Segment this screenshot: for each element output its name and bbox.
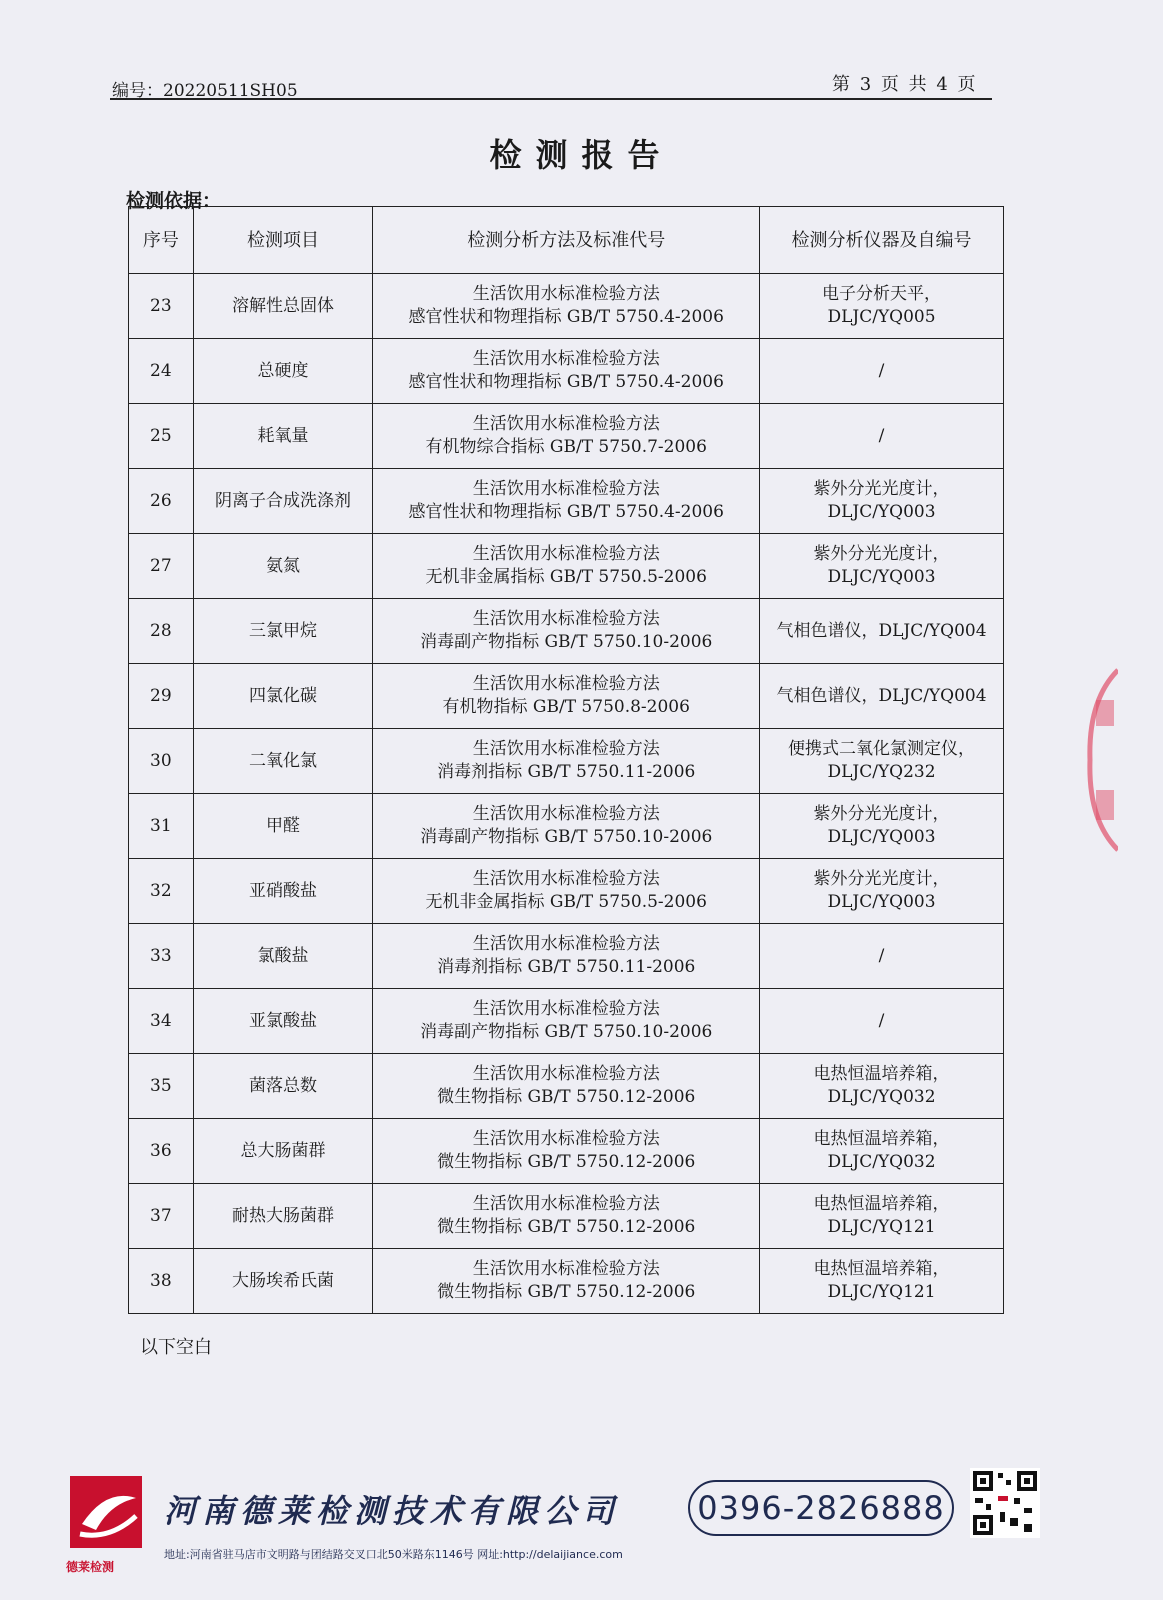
row-no: 33 — [129, 924, 194, 989]
row-no: 30 — [129, 729, 194, 794]
table-row — [129, 339, 1004, 404]
instrument-line: 电热恒温培养箱， — [813, 1064, 950, 1084]
page-title: 检测报告 — [489, 136, 674, 174]
instrument-line: / — [878, 945, 885, 966]
row-instrument — [760, 1119, 1004, 1184]
row-instrument — [760, 1249, 1004, 1314]
table-row — [129, 534, 1004, 599]
method-line: 生活饮用水标准检验方法 — [472, 1259, 660, 1279]
table-row — [129, 1054, 1004, 1119]
report-number: 编号：20220511SH05 — [112, 81, 298, 101]
instrument-line: DLJC/YQ005 — [827, 307, 936, 327]
method-line: 感官性状和物理指标 GB/T 5750.4-2006 — [408, 372, 724, 392]
method-line: 微生物指标 GB/T 5750.12-2006 — [437, 1217, 696, 1237]
method-line: 生活饮用水标准检验方法 — [472, 934, 660, 954]
row-method — [373, 794, 760, 859]
row-method — [373, 469, 760, 534]
table-row — [129, 989, 1004, 1054]
row-no: 32 — [129, 859, 194, 924]
logo-caption: 德莱检测 — [66, 1560, 115, 1574]
table-row — [129, 1249, 1004, 1314]
instrument-line: DLJC/YQ121 — [827, 1282, 936, 1302]
page-indicator: 第 3 页 共 4 页 — [832, 74, 978, 95]
instrument-line: 电热恒温培养箱， — [813, 1194, 950, 1214]
row-no: 36 — [129, 1119, 194, 1184]
table-header-row — [129, 207, 1004, 274]
table-row — [129, 404, 1004, 469]
qr-code-icon — [970, 1468, 1040, 1538]
company-address: 地址:河南省驻马店市文明路与团结路交叉口北50米路东1146号 网址:http://delaijiance.com — [164, 1548, 623, 1561]
row-no: 35 — [129, 1054, 194, 1119]
row-instrument — [760, 599, 1004, 664]
row-instrument — [760, 404, 1004, 469]
instrument-line: / — [878, 360, 885, 381]
instrument-line: 气相色谱仪，DLJC/YQ004 — [776, 620, 987, 641]
method-line: 生活饮用水标准检验方法 — [472, 869, 660, 889]
method-line: 微生物指标 GB/T 5750.12-2006 — [437, 1087, 696, 1107]
row-instrument — [760, 664, 1004, 729]
row-item: 二氧化氯 — [193, 729, 373, 794]
row-item: 大肠埃希氏菌 — [193, 1249, 373, 1314]
instrument-line: DLJC/YQ003 — [827, 567, 936, 587]
row-item: 亚硝酸盐 — [193, 859, 373, 924]
method-line: 消毒副产物指标 GB/T 5750.10-2006 — [420, 632, 713, 652]
method-line: 消毒副产物指标 GB/T 5750.10-2006 — [420, 827, 713, 847]
method-line: 生活饮用水标准检验方法 — [472, 674, 660, 694]
table-row — [129, 924, 1004, 989]
row-no: 26 — [129, 469, 194, 534]
instrument-line: 电热恒温培养箱， — [813, 1129, 950, 1149]
row-instrument — [760, 1054, 1004, 1119]
row-instrument — [760, 859, 1004, 924]
instrument-line: / — [878, 1010, 885, 1031]
row-item: 耗氧量 — [193, 404, 373, 469]
row-method — [373, 924, 760, 989]
row-method — [373, 1184, 760, 1249]
method-line: 生活饮用水标准检验方法 — [472, 739, 660, 759]
method-line: 生活饮用水标准检验方法 — [472, 609, 660, 629]
row-method — [373, 1249, 760, 1314]
instrument-line: 紫外分光光度计， — [813, 804, 950, 824]
row-instrument — [760, 1184, 1004, 1249]
row-instrument — [760, 274, 1004, 339]
method-line: 生活饮用水标准检验方法 — [472, 349, 660, 369]
instrument-line: 电子分析天平， — [822, 284, 941, 304]
method-line: 消毒剂指标 GB/T 5750.11-2006 — [437, 762, 696, 782]
row-method — [373, 1054, 760, 1119]
method-line: 生活饮用水标准检验方法 — [472, 284, 660, 304]
instrument-line: DLJC/YQ032 — [827, 1087, 936, 1107]
row-no: 34 — [129, 989, 194, 1054]
table-row — [129, 729, 1004, 794]
instrument-line: DLJC/YQ003 — [827, 892, 936, 912]
method-line: 有机物综合指标 GB/T 5750.7-2006 — [425, 437, 707, 457]
instrument-line: DLJC/YQ003 — [827, 502, 936, 522]
basis-label: 检测依据： — [126, 190, 222, 212]
row-item: 四氯化碳 — [193, 664, 373, 729]
row-item: 总硬度 — [193, 339, 373, 404]
method-line: 生活饮用水标准检验方法 — [472, 414, 660, 434]
instrument-line: 气相色谱仪，DLJC/YQ004 — [776, 685, 987, 706]
method-line: 生活饮用水标准检验方法 — [472, 999, 660, 1019]
company-logo-icon — [66, 1468, 146, 1556]
row-no: 37 — [129, 1184, 194, 1249]
row-instrument — [760, 469, 1004, 534]
row-no: 23 — [129, 274, 194, 339]
instrument-line: DLJC/YQ032 — [827, 1152, 936, 1172]
blank-note: 以下空白 — [140, 1337, 212, 1358]
row-item: 三氯甲烷 — [193, 599, 373, 664]
instrument-line: DLJC/YQ232 — [827, 762, 936, 782]
row-method — [373, 729, 760, 794]
instrument-line: 紫外分光光度计， — [813, 479, 950, 499]
row-instrument — [760, 339, 1004, 404]
instrument-line: 电热恒温培养箱， — [813, 1259, 950, 1279]
method-line: 生活饮用水标准检验方法 — [472, 804, 660, 824]
row-no: 29 — [129, 664, 194, 729]
table-row — [129, 599, 1004, 664]
method-line: 生活饮用水标准检验方法 — [472, 479, 660, 499]
instrument-line: DLJC/YQ003 — [827, 827, 936, 847]
table-row — [129, 274, 1004, 339]
row-no: 24 — [129, 339, 194, 404]
row-no: 25 — [129, 404, 194, 469]
row-instrument — [760, 989, 1004, 1054]
header-no: 序号 — [129, 207, 194, 274]
row-item: 亚氯酸盐 — [193, 989, 373, 1054]
header-method: 检测分析方法及标准代号 — [373, 207, 760, 274]
table-row — [129, 794, 1004, 859]
table-row — [129, 1119, 1004, 1184]
instrument-line: DLJC/YQ121 — [827, 1217, 936, 1237]
company-name: 河南德莱检测技术有限公司 — [164, 1492, 621, 1530]
row-instrument — [760, 924, 1004, 989]
row-item: 阴离子合成洗涤剂 — [193, 469, 373, 534]
row-method — [373, 1119, 760, 1184]
row-method — [373, 859, 760, 924]
basis-table — [128, 206, 1004, 1314]
row-method — [373, 339, 760, 404]
row-item: 菌落总数 — [193, 1054, 373, 1119]
instrument-line: 紫外分光光度计， — [813, 544, 950, 564]
method-line: 消毒剂指标 GB/T 5750.11-2006 — [437, 957, 696, 977]
method-line: 微生物指标 GB/T 5750.12-2006 — [437, 1152, 696, 1172]
row-method — [373, 274, 760, 339]
row-item: 氯酸盐 — [193, 924, 373, 989]
instrument-line: 紫外分光光度计， — [813, 869, 950, 889]
method-line: 有机物指标 GB/T 5750.8-2006 — [442, 697, 690, 717]
method-line: 生活饮用水标准检验方法 — [472, 1129, 660, 1149]
row-no: 27 — [129, 534, 194, 599]
row-method — [373, 404, 760, 469]
method-line: 感官性状和物理指标 GB/T 5750.4-2006 — [408, 502, 724, 522]
row-item: 耐热大肠菌群 — [193, 1184, 373, 1249]
page-footer — [60, 1460, 1110, 1580]
table-row — [129, 469, 1004, 534]
row-method — [373, 599, 760, 664]
table-body — [129, 274, 1004, 1314]
method-line: 消毒副产物指标 GB/T 5750.10-2006 — [420, 1022, 713, 1042]
method-line: 无机非金属指标 GB/T 5750.5-2006 — [425, 892, 707, 912]
row-no: 28 — [129, 599, 194, 664]
row-method — [373, 664, 760, 729]
row-item: 总大肠菌群 — [193, 1119, 373, 1184]
company-phone: 0396-2826888 — [688, 1480, 954, 1536]
instrument-line: / — [878, 425, 885, 446]
row-item: 氨氮 — [193, 534, 373, 599]
table-row — [129, 859, 1004, 924]
header-divider — [110, 98, 992, 100]
row-no: 31 — [129, 794, 194, 859]
method-line: 生活饮用水标准检验方法 — [472, 544, 660, 564]
method-line: 生活饮用水标准检验方法 — [472, 1064, 660, 1084]
table-row — [129, 664, 1004, 729]
method-line: 生活饮用水标准检验方法 — [472, 1194, 660, 1214]
method-line: 无机非金属指标 GB/T 5750.5-2006 — [425, 567, 707, 587]
table-row — [129, 1184, 1004, 1249]
row-method — [373, 989, 760, 1054]
row-method — [373, 534, 760, 599]
row-no: 38 — [129, 1249, 194, 1314]
method-line: 微生物指标 GB/T 5750.12-2006 — [437, 1282, 696, 1302]
row-instrument — [760, 729, 1004, 794]
method-line: 感官性状和物理指标 GB/T 5750.4-2006 — [408, 307, 724, 327]
row-instrument — [760, 794, 1004, 859]
header-instrument: 检测分析仪器及自编号 — [760, 207, 1004, 274]
header-item: 检测项目 — [193, 207, 373, 274]
instrument-line: 便携式二氧化氯测定仪， — [788, 739, 975, 759]
row-item: 甲醛 — [193, 794, 373, 859]
row-instrument — [760, 534, 1004, 599]
row-item: 溶解性总固体 — [193, 274, 373, 339]
seal-stamp-fragment — [1078, 660, 1118, 860]
